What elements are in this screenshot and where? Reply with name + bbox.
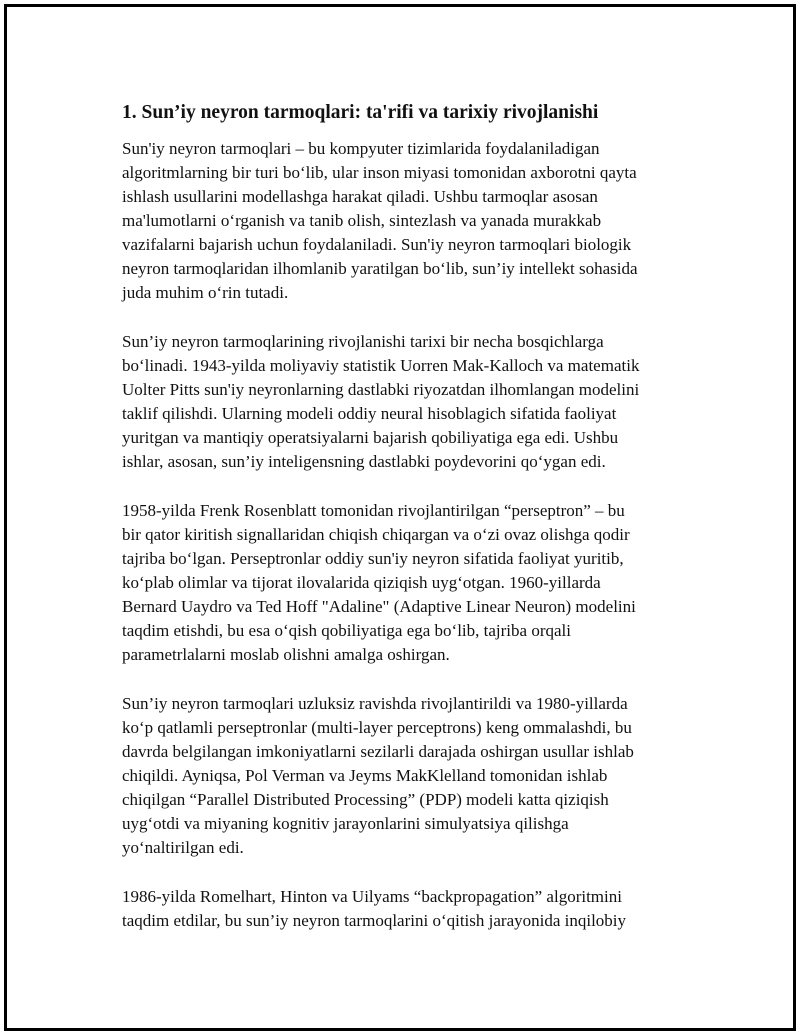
text-line: algoritmlarning bir turi bo‘lib, ular inson miyasi tomonidan axborotni qayta [122, 163, 637, 182]
paragraph [122, 692, 692, 860]
text-line: yo‘naltirilgan edi. [122, 838, 244, 857]
text-line: parametrlalarni moslab olishni amalga oshirgan. [122, 645, 450, 664]
text-line: Sun'iy neyron tarmoqlari – bu kompyuter tizimlarida foydalaniladigan [122, 139, 600, 158]
text-line: taklif qilishdi. Ularning modeli oddiy neural hisoblagich sifatida faoliyat [122, 404, 617, 423]
text-line: chiqildi. Ayniqsa, Pol Verman va Jeyms MakKlelland tomonidan ishlab [122, 766, 608, 785]
paragraph [122, 499, 692, 667]
text-line: chiqilgan “Parallel Distributed Processing” (PDP) modeli katta qiziqish [122, 790, 609, 809]
text-line: yuritgan va mantiqiy operatsiyalarni bajarish qobiliyatiga ega edi. Ushbu [122, 428, 619, 447]
text-line: bir qator kiritish signallaridan chiqish chiqargan va o‘zi ovaz olishga qodir [122, 525, 630, 544]
text-line: Sun’iy neyron tarmoqlarining rivojlanishi tarixi bir necha bosqichlarga [122, 332, 604, 351]
text-line: uyg‘otdi va miyaning kognitiv jarayonlarini simulyatsiya qilishga [122, 814, 569, 833]
text-line: ishlash usullarini modellashga harakat qiladi. Ushbu tarmoqlar asosan [122, 187, 598, 206]
text-line: 1986-yilda Romelhart, Hinton va Uilyams “backpropagation” algoritmini [122, 887, 622, 906]
paragraph [122, 885, 692, 933]
text-line: Bernard Uaydro va Ted Hoff "Adaline" (Adaptive Linear Neuron) modelini [122, 597, 636, 616]
text-line: ishlar, asosan, sun’iy inteligensning dastlabki poydevorini qo‘ygan edi. [122, 452, 606, 471]
text-line: davrda belgilangan imkoniyatlarni sezilarli darajada oshirgan usullar ishlab [122, 742, 634, 761]
text-line: tajriba bo‘lgan. Perseptronlar oddiy sun'iy neyron sifatida faoliyat yuritib, [122, 549, 624, 568]
text-line: neyron tarmoqlaridan ilhomlanib yaratilgan bo‘lib, sun’iy intellekt sohasida [122, 259, 638, 278]
text-line: ko‘plab olimlar va tijorat ilovalarida qiziqish uyg‘otgan. 1960-yillarda [122, 573, 601, 592]
paragraph [122, 137, 692, 305]
text-line: bo‘linadi. 1943-yilda moliyaviy statistik Uorren Mak-Kalloch va matematik [122, 356, 640, 375]
paragraph [122, 330, 692, 474]
section-heading: 1. Sun’iy neyron tarmoqlari: ta'rifi va tarixiy rivojlanishi [122, 102, 599, 123]
text-line: 1958-yilda Frenk Rosenblatt tomonidan rivojlantirilgan “perseptron” – bu [122, 501, 625, 520]
text-line: Sun’iy neyron tarmoqlari uzluksiz ravishda rivojlantirildi va 1980-yillarda [122, 694, 628, 713]
text-line: taqdim etdilar, bu sun’iy neyron tarmoqlarini o‘qitish jarayonida inqilobiy [122, 911, 627, 930]
text-line: vazifalarni bajarish uchun foydalaniladi. Sun'iy neyron tarmoqlari biologik [122, 235, 632, 254]
text-line: taqdim etishdi, bu esa o‘qish qobiliyatiga ega bo‘lib, tajriba orqali [122, 621, 571, 640]
paragraph-list [122, 137, 692, 933]
page-frame [4, 4, 796, 1031]
text-line: Uolter Pitts sun'iy neyronlarning dastlabki riyozatdan ilhomlangan modelini [122, 380, 640, 399]
text-line: ma'lumotlarni o‘rganish va tanib olish, sintezlash va yanada murakkab [122, 211, 602, 230]
text-line: ko‘p qatlamli perseptronlar (multi-layer perceptrons) keng ommalashdi, bu [122, 718, 632, 737]
document-body [122, 99, 692, 958]
text-line: juda muhim o‘rin tutadi. [122, 283, 289, 302]
